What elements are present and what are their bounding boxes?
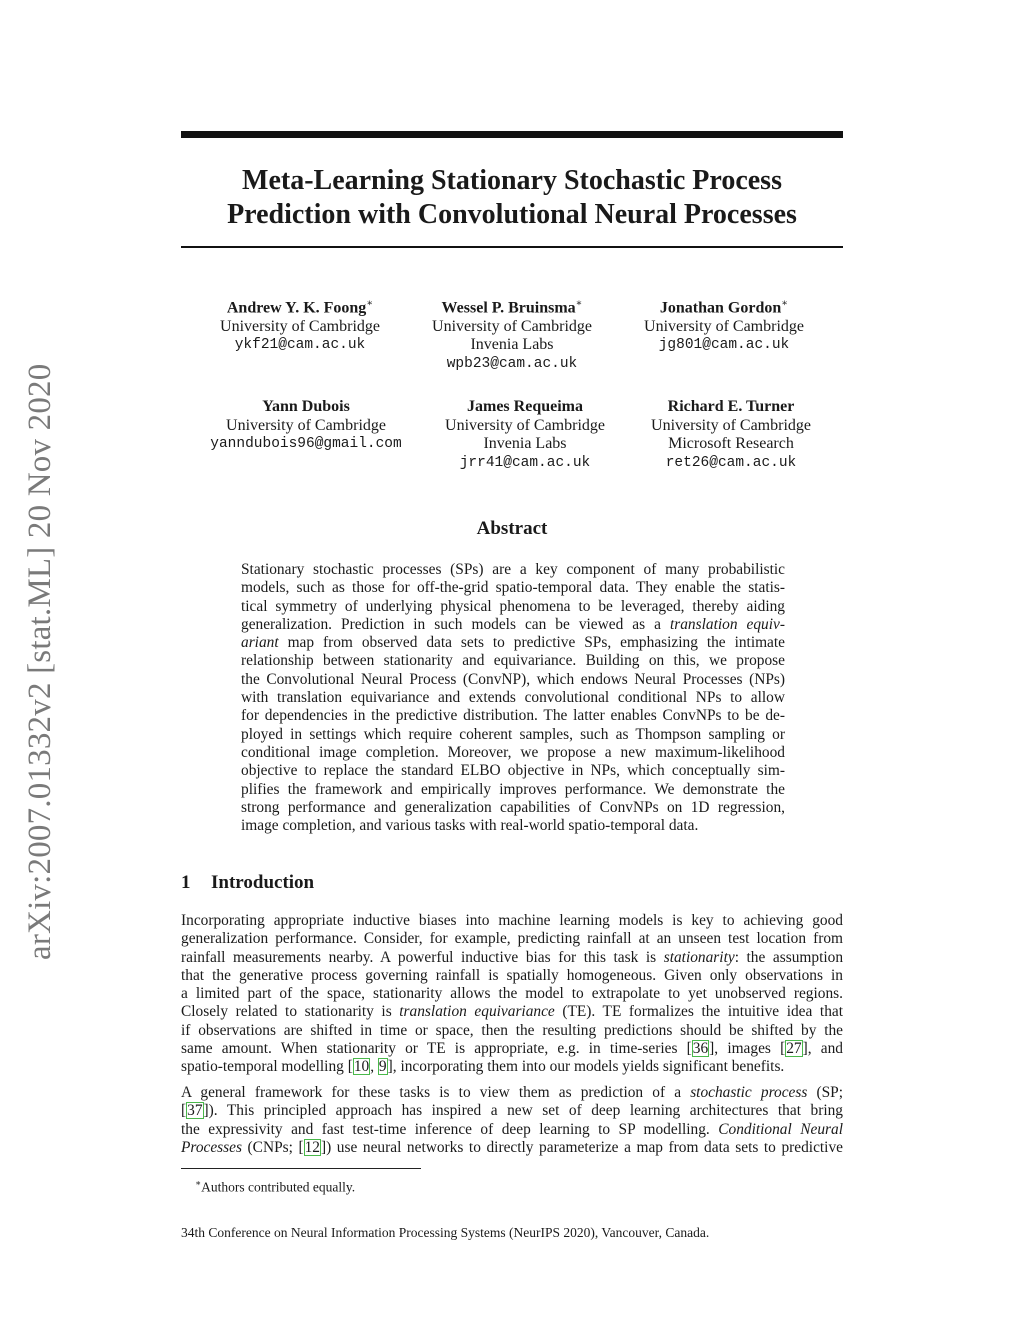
body-line: generalization performance. Consider, for example, predicting rainfall at an unseen test location from bbox=[181, 930, 843, 948]
section-heading bbox=[181, 871, 314, 895]
venue-note: 34th Conference on Neural Information Processing Systems (NeurIPS 2020), Vancouver, Canada. bbox=[181, 1225, 710, 1240]
author-affiliation: University of Cambridge bbox=[226, 416, 386, 434]
title-line-1: Meta-Learning Stationary Stochastic Process bbox=[242, 165, 782, 196]
author-block bbox=[191, 398, 421, 454]
abstract-body bbox=[241, 561, 785, 835]
abstract-line: image completion, and various tasks with real-world spatio-temporal data. bbox=[241, 817, 699, 835]
author-affiliation: University of Cambridge bbox=[220, 317, 380, 335]
body-line: a limited part of the space, stationarity allows the model to extrapolate to yet unobserved regions. bbox=[181, 985, 843, 1003]
arxiv-identifier: arXiv:2007.01332v2 [stat.ML] 20 Nov 2020 bbox=[22, 363, 58, 960]
title-top-rule bbox=[181, 131, 843, 138]
author-email[interactable]: yanndubois96@gmail.com bbox=[210, 436, 402, 452]
author-affiliation: University of Cambridge bbox=[445, 416, 605, 434]
body-line: if observations are shifted in time or space, then the resulting predictions should be shifted by the bbox=[181, 1021, 843, 1039]
abstract-heading: Abstract bbox=[476, 518, 548, 539]
intro-paragraph-2 bbox=[181, 1084, 843, 1157]
author-name: Jonathan Gordon∗ bbox=[659, 298, 789, 317]
body-line: same amount. When stationarity or TE is appropriate, e.g. in time-series [36], images [27], and bbox=[181, 1040, 843, 1058]
author-email[interactable]: wpb23@cam.ac.uk bbox=[446, 355, 578, 372]
body-line: [37]). This principled approach has inspired a new set of deep learning architectures that bring bbox=[181, 1102, 843, 1120]
author-block bbox=[410, 398, 640, 472]
abstract-line: objective to replace the standard ELBO objective in NPs, which conceptually sim- bbox=[241, 762, 785, 780]
author-name: Wessel P. Bruinsma∗ bbox=[441, 298, 583, 317]
author-affiliation: University of Cambridge bbox=[644, 317, 804, 335]
author-email[interactable]: jrr41@cam.ac.uk bbox=[459, 454, 591, 471]
citation-link[interactable]: 37 bbox=[187, 1102, 203, 1120]
author-block bbox=[609, 295, 839, 355]
abstract-line: with translation equivariance and extends convolutional conditional NPs to allow bbox=[241, 689, 785, 707]
abstract-line: for dependencies in the predictive distribution. The latter enables ConvNPs to be de- bbox=[241, 707, 785, 725]
abstract-line: relationship between stationarity and equivariance. Building on this, we propose bbox=[241, 652, 785, 670]
abstract-line: ployed in settings which require coherent samples, such as Thompson sampling or bbox=[241, 725, 785, 743]
citation-link[interactable]: 9 bbox=[378, 1058, 387, 1076]
intro-paragraph-1 bbox=[181, 912, 843, 1077]
body-line: spatio-temporal modelling [10, 9], incorporating them into our models yields significant benefits. bbox=[181, 1058, 785, 1076]
citation-link[interactable]: 10 bbox=[353, 1058, 370, 1076]
author-block bbox=[397, 295, 627, 373]
title-line-2: Prediction with Convolutional Neural Processes bbox=[227, 199, 797, 230]
author-name: Andrew Y. K. Foong∗ bbox=[226, 298, 374, 317]
author-name: Richard E. Turner bbox=[667, 398, 795, 415]
author-affiliation: University of Cambridge bbox=[651, 416, 811, 434]
abstract-line: plifies the framework and empirically improves performance. We demonstrate the bbox=[241, 780, 785, 798]
body-line: rainfall measurements nearby. A powerful inductive bias for this task is stationarity: the assumption bbox=[181, 948, 844, 966]
author-block bbox=[185, 295, 415, 355]
author-email[interactable]: jg801@cam.ac.uk bbox=[658, 337, 790, 354]
author-affiliation-secondary: Microsoft Research bbox=[668, 435, 794, 452]
abstract-line: ariant map from observed data sets to predictive SPs, emphasizing the intimate bbox=[241, 634, 785, 652]
abstract-line: Stationary stochastic processes (SPs) are a key component of many probabilistic bbox=[241, 561, 785, 578]
abstract-line: tical symmetry of underlying physical phenomena to be leveraged, thereby aiding bbox=[241, 597, 785, 615]
section-title: Introduction bbox=[211, 872, 315, 893]
abstract-line: strong performance and generalization capabilities of ConvNPs on 1D regression, bbox=[241, 798, 785, 816]
citation-link[interactable]: 12 bbox=[304, 1138, 320, 1156]
body-line: Processes (CNPs; [12]) use neural networks to directly parameterize a map from data sets to predictive bbox=[181, 1138, 843, 1156]
author-affiliation-secondary: Invenia Labs bbox=[470, 336, 554, 354]
author-affiliation-secondary: Invenia Labs bbox=[483, 435, 567, 452]
author-name: Yann Dubois bbox=[262, 398, 350, 415]
abstract-line: conditional image completion. Moreover, we propose a new maximum-likelihood bbox=[241, 743, 785, 761]
body-line: that the generative process governing rainfall is spatially homogeneous. Given only observations in bbox=[181, 966, 843, 984]
footnote: ∗Authors contributed equally. bbox=[195, 1178, 356, 1195]
body-line: the expressivity and fast test-time inference of deep learning to SP modelling. Conditional Neural bbox=[181, 1120, 843, 1138]
author-affiliation: University of Cambridge bbox=[432, 317, 592, 335]
body-line: Incorporating appropriate inductive biases into machine learning models is key to achieving good bbox=[181, 912, 843, 929]
section-number: 1 bbox=[181, 872, 191, 893]
footnote-rule bbox=[181, 1168, 421, 1169]
title-bottom-rule bbox=[181, 246, 843, 248]
citation-link[interactable]: 27 bbox=[786, 1040, 802, 1058]
paper-title bbox=[181, 164, 843, 232]
author-block bbox=[616, 398, 846, 472]
abstract-line: generalization. Prediction in such models can be viewed as a translation equiv- bbox=[241, 615, 785, 633]
body-line: A general framework for these tasks is to view them as prediction of a stochastic process (SP; bbox=[181, 1084, 844, 1101]
body-line: Closely related to stationarity is translation equivariance (TE). TE formalizes the intuitive idea that bbox=[181, 1003, 844, 1021]
abstract-line: the Convolutional Neural Process (ConvNP), which endows Neural Processes (NPs) bbox=[241, 670, 785, 688]
abstract-line: models, such as those for off-the-grid spatio-temporal data. They enable the statis- bbox=[241, 579, 785, 597]
author-name: James Requeima bbox=[467, 398, 583, 415]
citation-link[interactable]: 36 bbox=[692, 1040, 709, 1058]
author-email[interactable]: ret26@cam.ac.uk bbox=[665, 454, 797, 471]
author-email[interactable]: ykf21@cam.ac.uk bbox=[234, 337, 366, 354]
